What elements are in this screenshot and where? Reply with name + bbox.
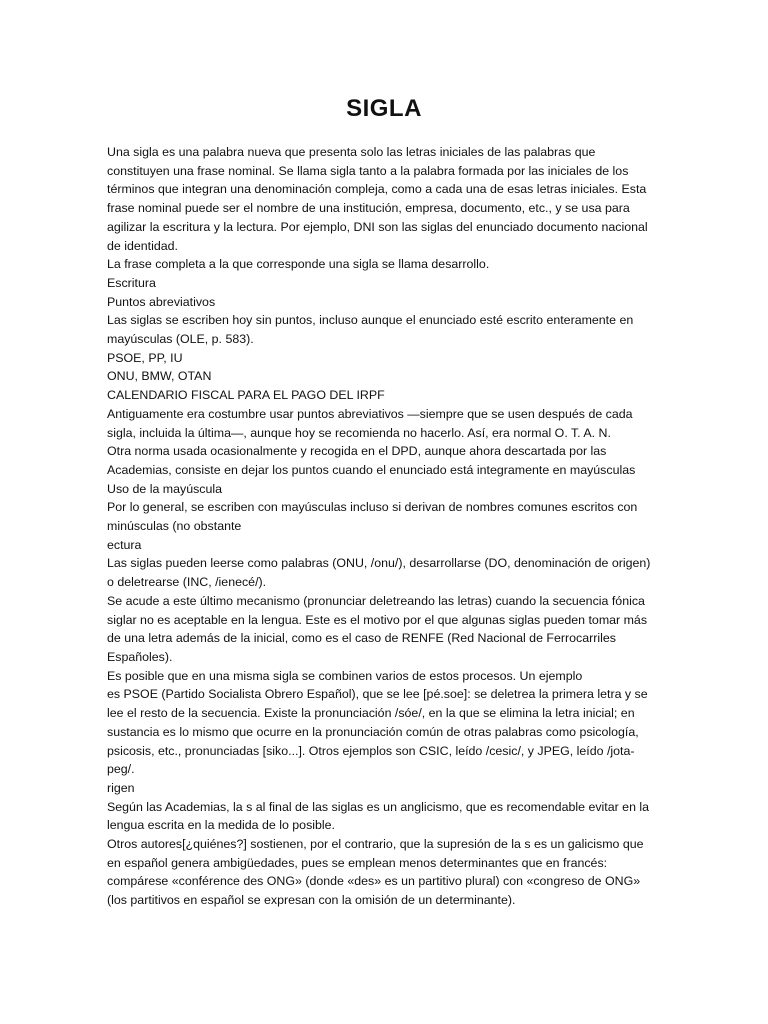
document-body bbox=[107, 143, 657, 910]
text-line: (los partitivos en español se expresan con la omisión de un determinante). bbox=[107, 893, 516, 908]
text-line: Antiguamente era costumbre usar puntos abreviativos —siempre que se usen después de cada bbox=[107, 406, 633, 421]
subsection-heading: Puntos abreviativos bbox=[107, 294, 216, 309]
text-line: Es posible que en una misma sigla se combinen varios de estos procesos. Un ejemplo bbox=[107, 668, 583, 683]
text-line: mayúsculas (OLE, p. 583). bbox=[107, 332, 254, 347]
example-line: PSOE, PP, IU bbox=[107, 350, 183, 365]
text-line: constituyen una frase nominal. Se llama sigla tanto a la palabra formada por las iniciales de los bbox=[107, 163, 629, 178]
section-heading: ectura bbox=[107, 537, 142, 552]
example-line: ONU, BMW, OTAN bbox=[107, 369, 212, 384]
text-line: agilizar la escritura y la lectura. Por ejemplo, DNI son las siglas del enunciado documento nacional bbox=[107, 219, 648, 234]
text-line: siglar no es aceptable en la lengua. Este es el motivo por el que algunas siglas pueden tomar más bbox=[107, 612, 648, 627]
text-line: compárese «conférence des ONG» (donde «des» es un partitivo plural) con «congreso de ONG» bbox=[107, 874, 641, 889]
text-line: es PSOE (Partido Socialista Obrero Español), que se lee [pé.soe]: se deletrea la primera letra y se bbox=[107, 687, 648, 702]
text-line: Según las Academias, la s al final de las siglas es un anglicismo, que es recomendable evitar en la bbox=[107, 799, 650, 814]
text-line: frase nominal puede ser el nombre de una institución, empresa, documento, etc., y se usa para bbox=[107, 201, 630, 216]
text-line: Españoles). bbox=[107, 649, 173, 664]
text-line: Una sigla es una palabra nueva que presenta solo las letras iniciales de las palabras que bbox=[107, 145, 596, 159]
section-heading: rigen bbox=[107, 780, 135, 795]
text-line: en español genera ambigüedades, pues se emplean menos determinantes que en francés: bbox=[107, 855, 608, 870]
text-line: lengua escrita en la medida de lo posible. bbox=[107, 818, 335, 833]
text-line: sustancia es lo mismo que ocurre en la pronunciación común de otras palabras como psicología, bbox=[107, 724, 639, 739]
text-line: términos que integran una denominación compleja, como a cada una de esas letras iniciales. Esta bbox=[107, 182, 647, 197]
text-line: lee el resto de la secuencia. Existe la pronunciación /sóe/, en la que se elimina la letra inicial; en bbox=[107, 706, 635, 721]
text-line: de una letra además de la inicial, como es el caso de RENFE (Red Nacional de Ferrocarriles bbox=[107, 631, 616, 646]
subsection-heading: Uso de la mayúscula bbox=[107, 481, 223, 496]
text-line: Se acude a este último mecanismo (pronunciar deletreando las letras) cuando la secuencia fónica bbox=[107, 593, 645, 608]
example-line: CALENDARIO FISCAL PARA EL PAGO DEL IRPF bbox=[107, 388, 385, 403]
section-heading: Escritura bbox=[107, 275, 156, 290]
text-line: minúsculas (no obstante bbox=[107, 519, 242, 534]
text-line: Otros autores[¿quiénes?] sostienen, por el contrario, que la supresión de la s es un galicismo que bbox=[107, 837, 644, 852]
text-line: Las siglas pueden leerse como palabras (ONU, /onu/), desarrollarse (DO, denominación de origen) bbox=[107, 556, 651, 571]
page-title: SIGLA bbox=[346, 95, 422, 122]
text-line: psicosis, etc., pronunciadas [siko...]. Otros ejemplos son CSIC, leído /cesic/, y JPEG, leído /jota- bbox=[107, 743, 635, 758]
text-line: Academias, consiste en dejar los puntos cuando el enunciado está integramente en mayúsculas bbox=[107, 462, 636, 477]
text-line: de identidad. bbox=[107, 238, 178, 253]
text-line: Por lo general, se escriben con mayúsculas incluso si derivan de nombres comunes escritos con bbox=[107, 500, 638, 515]
text-line: o deletrearse (INC, /ienecé/). bbox=[107, 575, 267, 590]
text-line: La frase completa a la que corresponde una sigla se llama desarrollo. bbox=[107, 257, 490, 272]
text-line: Otra norma usada ocasionalmente y recogida en el DPD, aunque ahora descartada por las bbox=[107, 444, 607, 459]
text-line: Las siglas se escriben hoy sin puntos, incluso aunque el enunciado esté escrito enteramente en bbox=[107, 313, 634, 328]
text-line: sigla, incluida la última—, aunque hoy se recomienda no hacerlo. Así, era normal O. T. A. N. bbox=[107, 425, 611, 440]
text-line: peg/. bbox=[107, 762, 135, 777]
